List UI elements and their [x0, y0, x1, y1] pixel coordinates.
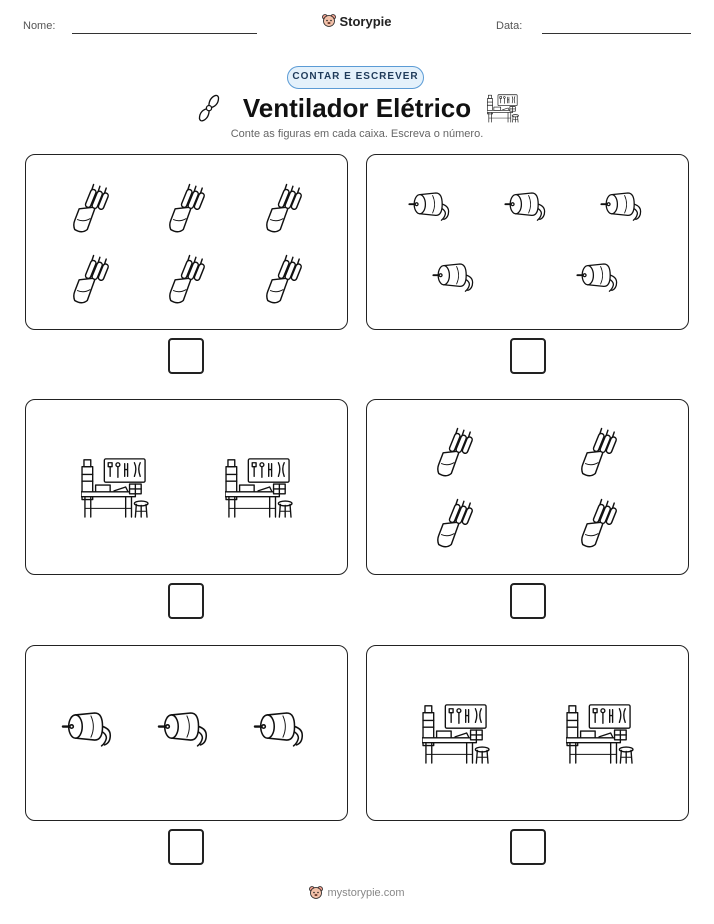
cable-icon	[67, 251, 113, 305]
motor-icon	[503, 187, 551, 223]
motor-icon	[575, 258, 623, 294]
count-box-1	[25, 154, 348, 330]
count-box-4	[366, 399, 689, 575]
bear-icon	[322, 13, 336, 29]
answer-box-1[interactable]	[168, 338, 204, 374]
workbench-icon	[81, 455, 149, 519]
motor-icon	[156, 706, 214, 749]
count-box-3	[25, 399, 348, 575]
motor-icon	[407, 187, 455, 223]
name-label: Nome:	[23, 20, 56, 32]
footer-url[interactable]: mystorypie.com	[327, 887, 405, 899]
count-box-5	[25, 645, 348, 821]
instructions: Conte as figuras em cada caixa. Escreva o número.	[230, 128, 484, 140]
motor-icon	[252, 706, 310, 749]
answer-box-5[interactable]	[168, 829, 204, 865]
workbench-icon	[422, 701, 490, 765]
answer-box-2[interactable]	[510, 338, 546, 374]
brand-name: Storypie	[339, 13, 392, 29]
count-box-6	[366, 645, 689, 821]
answer-box-4[interactable]	[510, 583, 546, 619]
workbench-icon	[225, 455, 293, 519]
date-label: Data:	[496, 20, 523, 32]
cable-icon	[431, 495, 477, 549]
cable-icon	[260, 180, 306, 234]
footer	[0, 885, 714, 906]
date-line[interactable]	[542, 33, 691, 34]
page-title: Ventilador Elétrico	[242, 93, 472, 123]
cable-icon	[163, 251, 209, 305]
activity-badge: CONTAR E ESCREVER	[287, 66, 424, 89]
bear-icon	[309, 885, 323, 901]
workbench-icon	[566, 701, 634, 765]
motor-icon	[431, 258, 479, 294]
cable-icon	[67, 180, 113, 234]
cable-icon	[260, 251, 306, 305]
workbench-icon	[487, 92, 519, 124]
motor-icon	[60, 706, 118, 749]
cable-icon	[575, 424, 621, 478]
motor-icon	[599, 187, 647, 223]
cable-icon	[575, 495, 621, 549]
cable-icon	[431, 424, 477, 478]
count-box-2	[366, 154, 689, 330]
cable-icon	[163, 180, 209, 234]
brand-logo	[0, 13, 714, 34]
answer-box-6[interactable]	[510, 829, 546, 865]
answer-box-3[interactable]	[168, 583, 204, 619]
